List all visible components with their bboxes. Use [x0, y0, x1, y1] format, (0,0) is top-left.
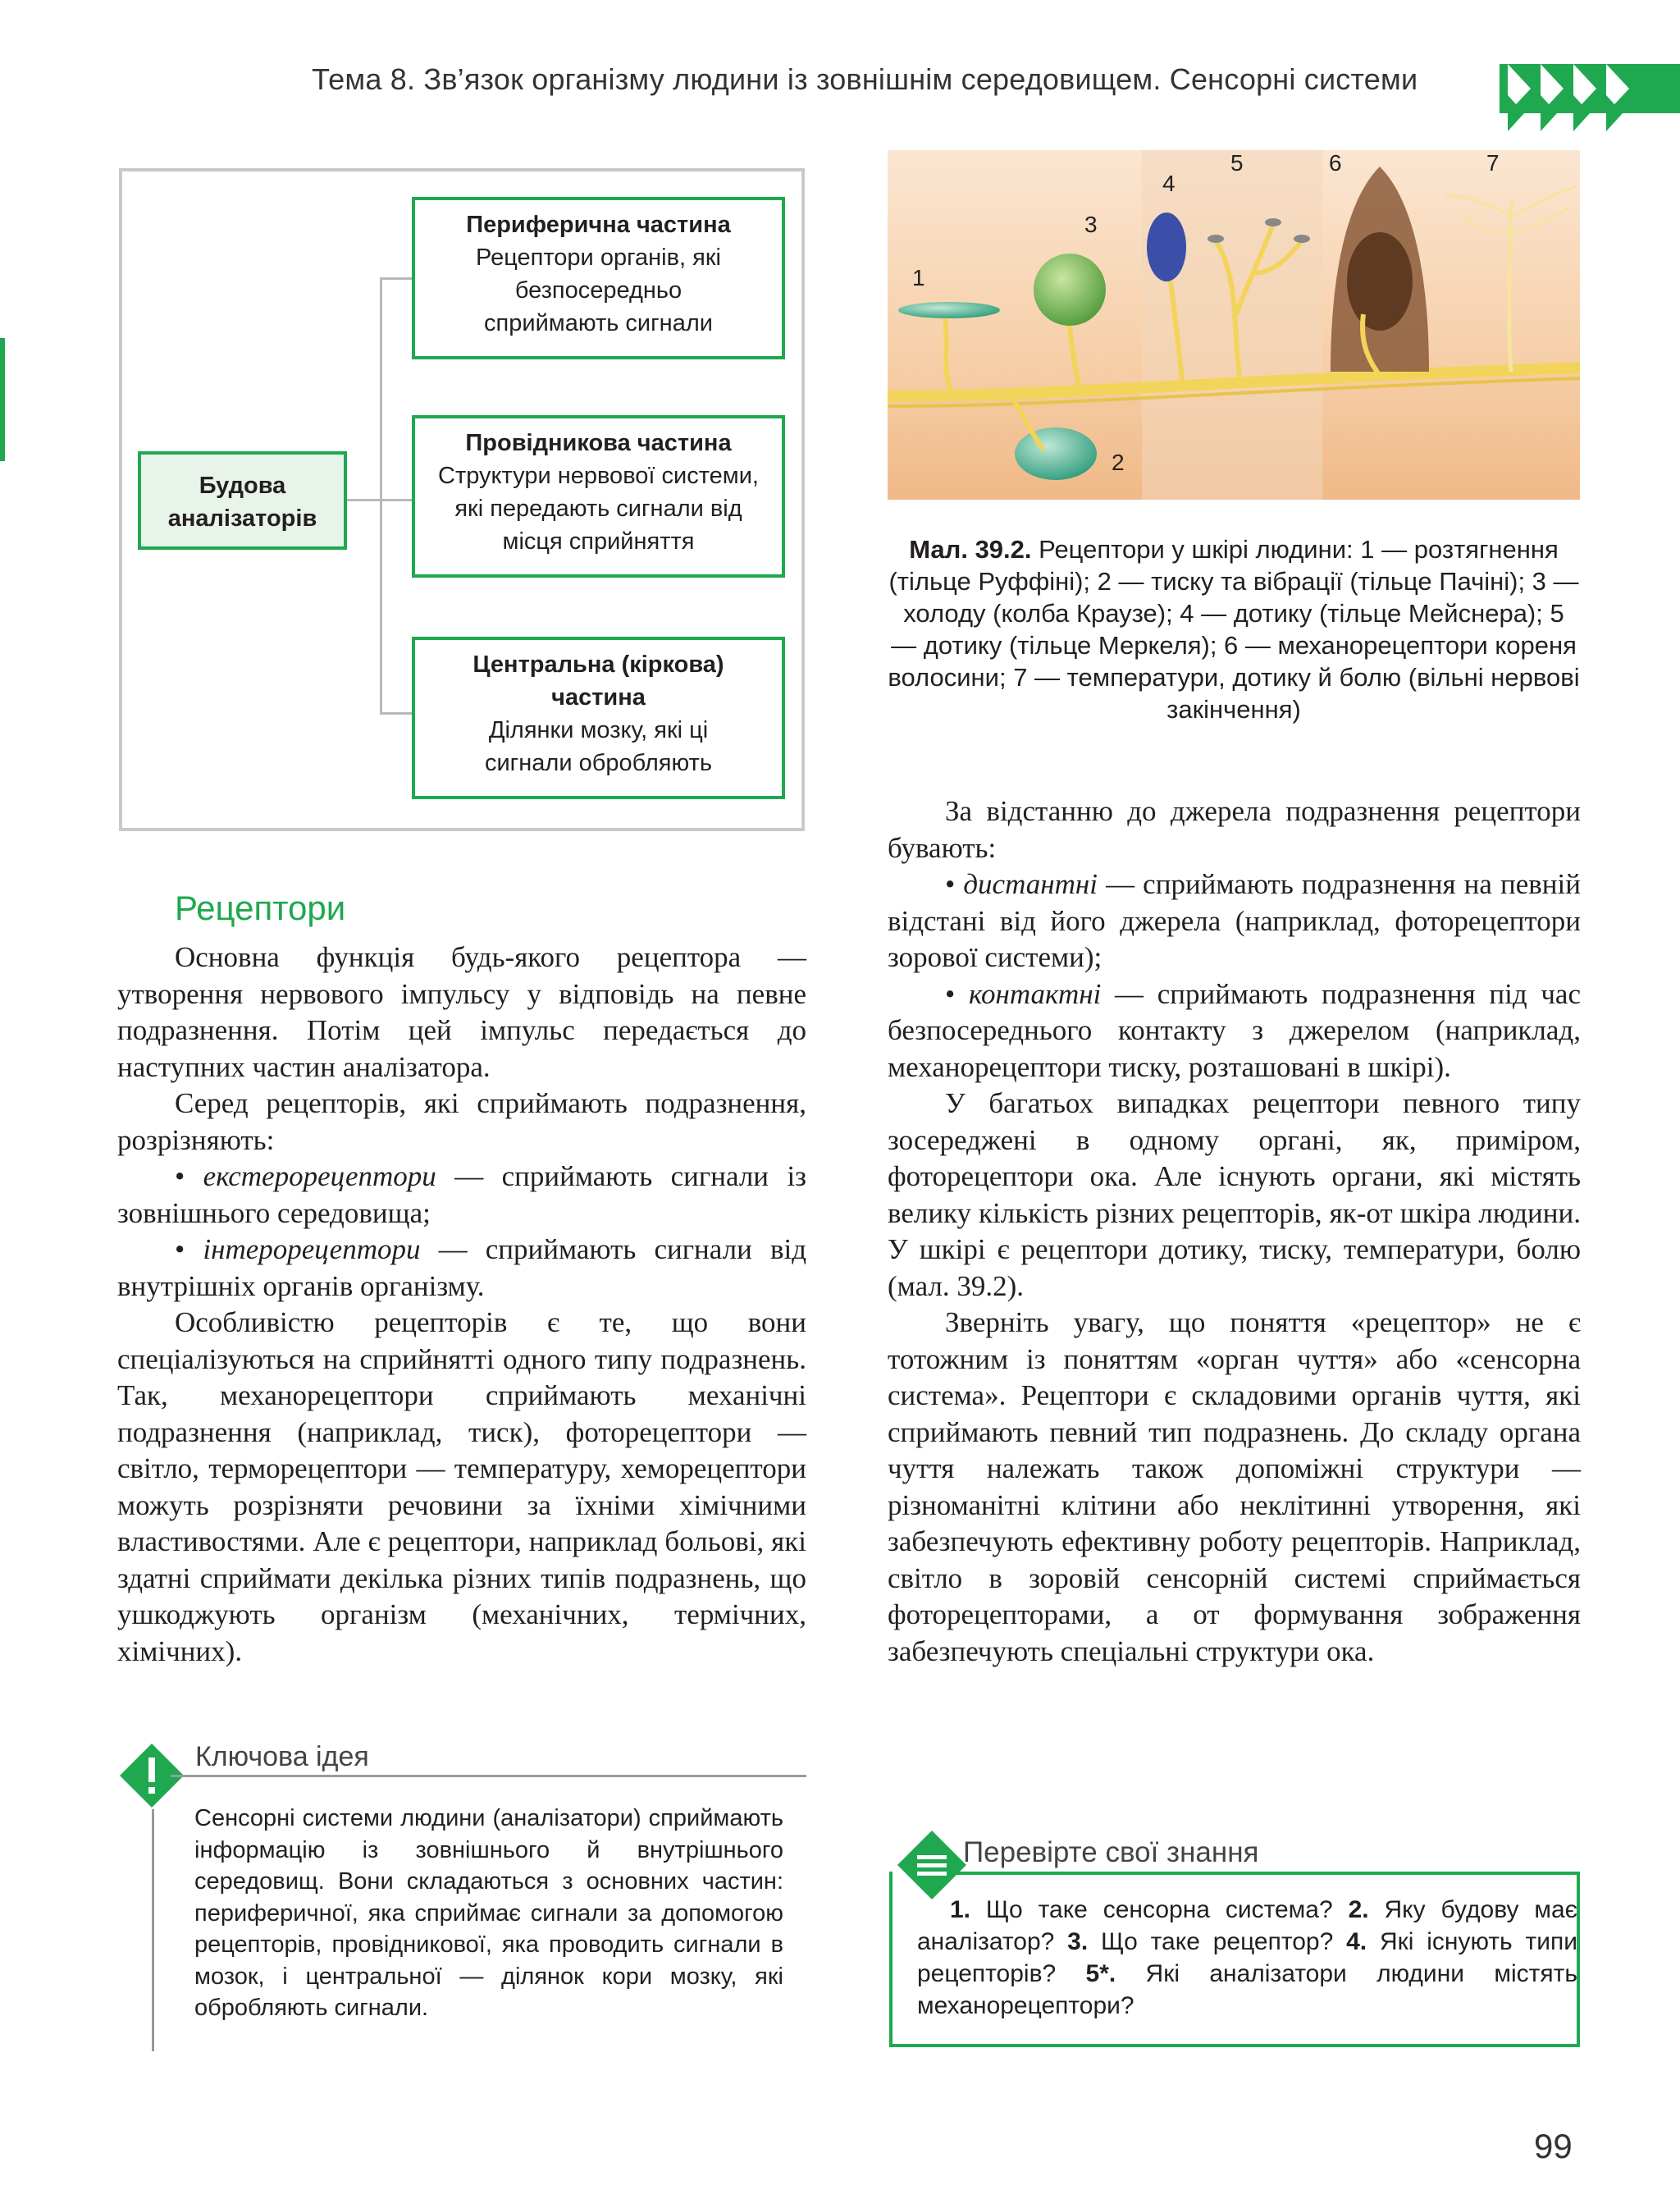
figure-label: 3 — [1084, 212, 1098, 237]
diagram-box-text: Ділянки мозку, які ці сигнали обробляють — [484, 717, 713, 776]
paragraph: Особливістю рецепторів є те, що вони спеціалізуються на сприйнятті одного типу подразнень. Так, механорецептори сприймають механічні подразнення (наприклад, тиск), фоторецептори — світло, терморецептори — температуру, хеморецептори можуть розрізняти речовини за їхніми хімічними властивостями. Але є рецептори, наприклад больові, які здатні сприймати декілька різних типів подразнень, що ушкоджують організм (механічних, термічних, хімічних). — [117, 1306, 806, 1667]
figure-caption-text: Рецептори у шкірі людини: 1 — розтягнення (тільце Руффіні); 2 — тиску та вібрації (тільце Пачіні); 3 — холоду (колба Краузе); 4 — дотику (тільце Мейснера); 5 — дотику (тільце Меркеля); 6 — механорецептори кореня волосини; 7 — температури, дотику й болю (вільні нервові закінчення) — [888, 535, 1580, 724]
check-knowledge-title: Перевірте свої знання — [963, 1836, 1259, 1868]
figure-label: 1 — [912, 265, 925, 290]
figure-label: 4 — [1162, 171, 1176, 196]
diagram-box-title: Центральна (кіркова) частина — [472, 651, 724, 711]
running-header: Тема 8. Зв’язок організму людини із зовнішнім середовищем. Сенсорні системи — [312, 62, 1418, 96]
diagram-box-text: Структури нервової системи, які передають сигнали від місця сприйняття — [438, 463, 759, 555]
key-idea-text: Сенсорні системи людини (аналізатори) сприймають інформацію із зовнішнього й внутрішнього середовищ. Вони складаються з основних частин: периферичної, яка сприймає сигнали за допомогою рецепторів, провідникової, яка проводить сигнали в мозок, і центральної — ділянок кори мозку, які обробляють сигнали. — [194, 1805, 783, 2021]
bullet-text: — сприймають подразнення на певній відстані від його джерела (наприклад, фоторецептори зорової системи); — [888, 868, 1581, 973]
paragraph: За відстанню до джерела подразнення рецептори бувають: — [888, 795, 1581, 864]
diagram-connector — [380, 712, 413, 715]
bullet-item: • інтерорецептори — сприймають сигнали від внутрішніх органів організму. — [117, 1233, 806, 1302]
bullet-text: — сприймають сигнали від внутрішніх органів організму. — [117, 1233, 806, 1302]
margin-accent-bar — [0, 338, 5, 461]
question-number: 4. — [1346, 1928, 1367, 1955]
diagram-box-title: Провідникова частина — [465, 430, 732, 456]
diagram-connector — [347, 499, 381, 501]
bullet-text: — сприймають сигнали із зовнішнього середовища; — [117, 1160, 806, 1229]
question-text: Які існують типи рецепторів? — [917, 1928, 1578, 1987]
question-number: 2. — [1348, 1896, 1369, 1923]
key-idea-title: Ключова ідея — [195, 1741, 369, 1772]
diagram-root-box — [138, 451, 347, 550]
diagram-box-text: Рецептори органів, які безпосередньо сприймають сигнали — [476, 245, 721, 336]
diagram-box-central — [412, 637, 785, 799]
question-number: 3. — [1067, 1928, 1089, 1955]
figure-label: 7 — [1486, 150, 1500, 176]
left-column-text — [117, 939, 806, 1670]
question-number: 1. — [950, 1896, 971, 1923]
question-text: Яку будову має аналізатор? — [917, 1896, 1577, 1955]
paragraph: У багатьох випадках рецептори певного типу зосереджені в одному органі, як, приміром, фоторецептори ока. Але існують органи, які містять велику кількість різних рецепторів, як-от шкіра людини. У шкірі є рецептори дотику, тиску, температури, болю (мал. 39.2). — [888, 1087, 1581, 1302]
figure-caption-number: Мал. 39.2. — [909, 535, 1032, 564]
right-column-text — [888, 793, 1581, 1670]
figure-label: 6 — [1329, 150, 1342, 176]
bullet-term: екстерорецептори — [203, 1160, 436, 1192]
skin-receptors-figure — [888, 150, 1580, 500]
figure-caption — [888, 533, 1580, 725]
paragraph: Серед рецепторів, які сприймають подразнення, розрізняють: — [117, 1087, 806, 1156]
skin-receptors-illustration — [888, 150, 1580, 500]
diagram-connector — [380, 499, 413, 501]
check-knowledge-questions — [917, 1894, 1577, 2022]
key-idea-side-rule — [152, 1809, 154, 2051]
bullet-item: • дистантні — сприймають подразнення на певній відстані від його джерела (наприклад, фоторецептори зорової системи); — [888, 868, 1581, 973]
question-text: Що таке рецептор? — [1088, 1928, 1347, 1955]
diagram-root-label: Будова аналізаторів — [167, 473, 317, 532]
diagram-box-peripheral — [412, 197, 785, 359]
list-icon — [897, 1831, 966, 1899]
question-text: Які аналізатори людини містять механорецептори? — [917, 1960, 1577, 2019]
question-number: 5*. — [1085, 1960, 1116, 1987]
header-chevron-band — [1500, 64, 1680, 113]
bullet-text: — сприймають подразнення під час безпосереднього контакту з джерелом (наприклад, механорецептори тиску, розташовані в шкірі). — [888, 977, 1581, 1083]
bullet-term: дистантні — [963, 868, 1098, 900]
diagram-connector — [380, 277, 413, 280]
key-idea-rule — [171, 1775, 806, 1777]
section-heading: Рецептори — [175, 889, 346, 927]
diagram-connector — [380, 277, 382, 714]
bullet-term: інтерорецептори — [203, 1233, 421, 1265]
diagram-box-title: Периферична частина — [466, 212, 731, 238]
bullet-item: • контактні — сприймають подразнення під час безпосереднього контакту з джерелом (наприклад, механорецептори тиску, розташовані в шкірі). — [888, 977, 1581, 1083]
bullet-item: • екстерорецептори — сприймають сигнали із зовнішнього середовища; — [117, 1160, 806, 1229]
page-number: 99 — [1534, 2127, 1573, 2165]
figure-label: 2 — [1112, 450, 1125, 475]
paragraph: Основна функція будь-якого рецептора — утворення нервового імпульсу у відповідь на певне подразнення. Потім цей імпульс передається до наступних частин аналізатора. — [117, 941, 806, 1083]
bullet-term: контактні — [968, 977, 1102, 1010]
paragraph: Зверніть увагу, що поняття «рецептор» не є тотожним із поняттям «орган чуття» або «сенсорна система». Рецептори є складовими органів чуття, які сприймають певний тип подразнень. До складу органа чуття належать також допоміжні структури — різноманітні клітини або неклітинні утворення, які забезпечують ефективну роботу рецепторів. Наприклад, світло в зоровій сенсорній системі сприймається фоторецепторами, а от формування зображення забезпечують спеціальні структури ока. — [888, 1306, 1581, 1667]
question-text: Що таке сенсорна система? — [970, 1896, 1349, 1923]
diagram-box-conductive — [412, 415, 785, 578]
figure-label: 5 — [1230, 150, 1244, 176]
